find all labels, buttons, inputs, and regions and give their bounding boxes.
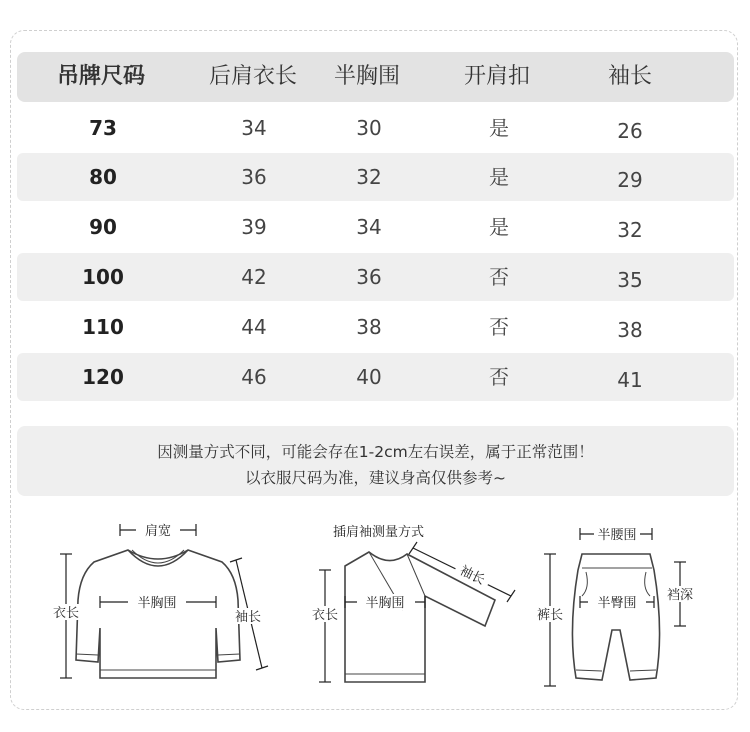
header-shoulder-button: 开肩扣 — [463, 64, 531, 89]
note-line-1: 因测量方式不同，可能会存在1-2cm左右误差，属于正常范围！ — [157, 443, 594, 461]
header-sleeve-length: 袖长 — [607, 64, 653, 89]
cell-sleeve: 41 — [617, 368, 643, 392]
sweater-shoulder-label: 肩宽 — [144, 524, 172, 539]
cell-button: 否 — [489, 265, 509, 289]
pants-waist-label: 半腰围 — [597, 528, 637, 543]
cell-chest: 34 — [356, 215, 382, 239]
table-row — [17, 104, 734, 152]
cell-length: 42 — [241, 265, 267, 289]
cell-length: 34 — [241, 116, 267, 140]
table-row — [17, 153, 734, 201]
raglan-length-label: 衣长 — [311, 608, 339, 623]
raglan-title: 插肩袖测量方式 — [333, 525, 425, 540]
cell-button: 否 — [489, 365, 509, 389]
cell-size: 120 — [82, 365, 124, 389]
pants-outline — [572, 554, 659, 680]
cell-chest: 38 — [356, 315, 382, 339]
cell-chest: 36 — [356, 265, 382, 289]
cell-size: 80 — [89, 165, 117, 189]
cell-button: 是 — [489, 165, 509, 189]
sweater-collar — [128, 550, 188, 566]
cell-button: 是 — [489, 116, 509, 140]
header-back-length: 后肩衣长 — [208, 64, 298, 89]
note-line-2: 以衣服尺码为准，建议身高仅供参考~ — [245, 469, 506, 487]
pants-length-label: 裤长 — [536, 608, 564, 623]
cell-sleeve: 38 — [617, 318, 643, 342]
cell-size: 100 — [82, 265, 124, 289]
measurement-note — [17, 426, 734, 496]
raglan-chest-label: 半胸围 — [365, 596, 405, 611]
cell-sleeve: 32 — [617, 218, 643, 242]
raglan-diagram — [285, 510, 535, 700]
table-header — [17, 52, 734, 102]
cell-length: 46 — [241, 365, 267, 389]
table-row — [17, 303, 734, 351]
cell-button: 否 — [489, 315, 509, 339]
pants-rise-label: 裆深 — [666, 588, 694, 603]
cell-chest: 32 — [356, 165, 382, 189]
cell-sleeve: 29 — [617, 168, 643, 192]
table-row — [17, 253, 734, 301]
cell-chest: 40 — [356, 365, 382, 389]
cell-length: 44 — [241, 315, 267, 339]
cell-size: 90 — [89, 215, 117, 239]
sweater-chest-label: 半胸围 — [137, 596, 177, 611]
header-size: 吊牌尺码 — [56, 64, 146, 89]
table-row — [17, 353, 734, 401]
cell-size: 73 — [89, 116, 117, 140]
header-half-chest: 半胸围 — [333, 64, 401, 89]
cell-sleeve: 26 — [617, 119, 643, 143]
pants-diagram — [528, 510, 728, 700]
table-row — [17, 203, 734, 251]
cell-length: 36 — [241, 165, 267, 189]
cell-chest: 30 — [356, 116, 382, 140]
sweater-diagram — [40, 510, 270, 700]
sweater-sleeve-label: 袖长 — [234, 610, 262, 625]
cell-sleeve: 35 — [617, 268, 643, 292]
sweater-outline — [76, 550, 240, 678]
pants-thigh-label: 半臀围 — [597, 596, 637, 611]
cell-size: 110 — [82, 315, 124, 339]
raglan-sleeve-label: 袖长 — [457, 563, 488, 589]
cell-length: 39 — [241, 215, 267, 239]
cell-button: 是 — [489, 215, 509, 239]
sweater-length-label: 衣长 — [52, 606, 80, 621]
